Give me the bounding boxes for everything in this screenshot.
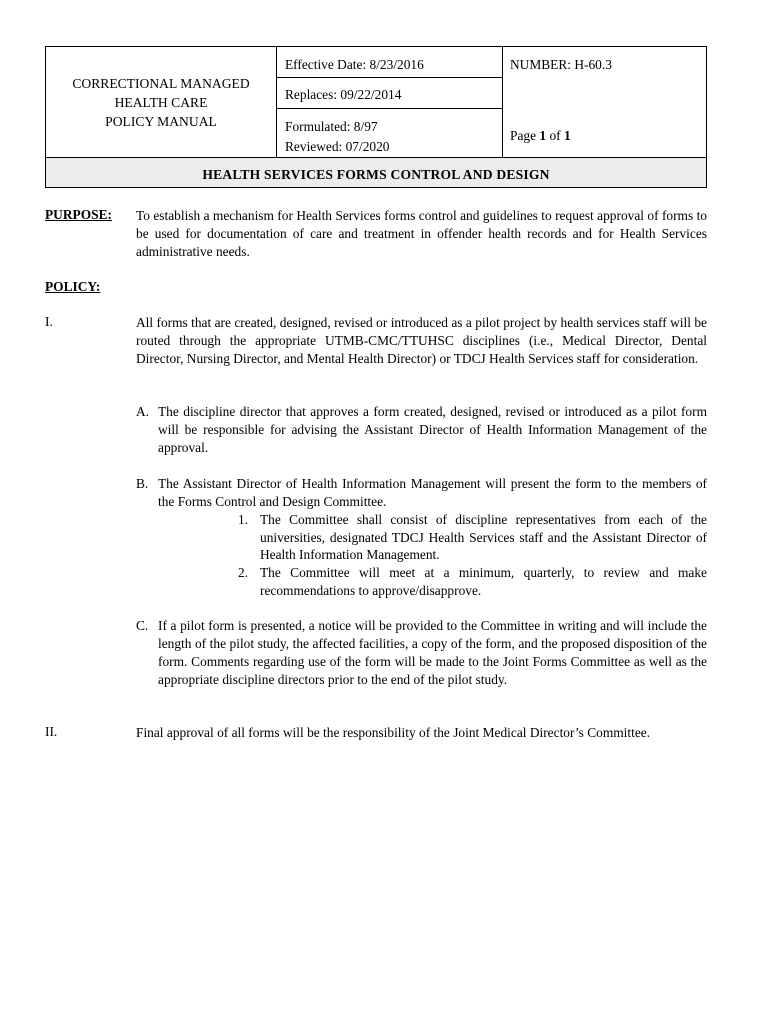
section-2-numeral: II. (45, 724, 58, 739)
item-b-text: The Assistant Director of Health Information Management will present the form to the members of the Forms Control and Design Committee. (158, 476, 707, 509)
org-line-1: CORRECTIONAL MANAGED (72, 76, 250, 91)
item-a-text: The discipline director that approves a form created, designed, revised or introduced as a pilot form will be responsible for advising the Assistant Director of Health Information Management of the approval. (158, 404, 707, 455)
page-total: 1 (563, 128, 571, 143)
org-line-2: HEALTH CARE (114, 95, 208, 110)
item-b-1 (238, 511, 707, 564)
policy-number: NUMBER: H-60.3 (510, 57, 612, 72)
item-b-2 (238, 564, 707, 599)
section-1-numeral: I. (45, 314, 53, 329)
item-c-text: If a pilot form is presented, a notice will be provided to the Committee in writing and will include the length of the pilot study, the affected facilities, a copy of the form, and the proposed disposition of the form. Comments regarding use of the form will be made to the Joint Forms Committee as well as the appropriate discipline directors prior to the end of the pilot study. (158, 618, 707, 687)
organization-cell (46, 47, 277, 157)
item-b-2-marker: 2. (238, 565, 249, 580)
policy-title: HEALTH SERVICES FORMS CONTROL AND DESIGN (46, 157, 706, 187)
item-b-2-text: The Committee will meet at a minimum, quarterly, to review and make recommendations to approve/disapprove. (260, 565, 707, 598)
reviewed-date: Reviewed: 07/2020 (285, 139, 390, 154)
org-line-3: POLICY MANUAL (105, 114, 217, 129)
page-indicator (510, 128, 571, 144)
replaces-date: Replaces: 09/22/2014 (277, 78, 502, 109)
formulated-reviewed (277, 109, 502, 157)
section-1-text: All forms that are created, designed, revised or introduced as a pilot project by health services staff will be routed through the appropriate UTMB-CMC/TTUHSC disciplines (i.e., Medical Director, Dental Director, Nursing Director, and Mental Health Director) or TDCJ Health Services staff for consideration. (136, 315, 707, 366)
effective-date: Effective Date: 8/23/2016 (277, 47, 502, 78)
section-2-text: Final approval of all forms will be the responsibility of the Joint Medical Director’s Committee. (136, 725, 651, 740)
purpose-text: To establish a mechanism for Health Services forms control and guidelines to request approval of forms to be used for documentation of care and treatment in offender health records and for Health Services administrative needs. (136, 208, 707, 259)
dates-cell (277, 47, 503, 157)
item-b-1-marker: 1. (238, 512, 249, 527)
item-b (136, 475, 707, 511)
item-b-marker: B. (136, 476, 149, 491)
number-cell (503, 47, 706, 157)
item-a (136, 403, 707, 457)
page-of: of (546, 128, 564, 143)
page-prefix: Page (510, 128, 540, 143)
item-b-1-text: The Committee shall consist of discipline representatives from each of the universities, designated TDCJ Health Services staff and the Assistant Director of Health Information Management. (260, 512, 707, 562)
policy-label: POLICY: (45, 279, 101, 294)
item-c-marker: C. (136, 618, 149, 633)
item-a-marker: A. (136, 404, 150, 419)
item-c (136, 617, 707, 689)
policy-header-table (45, 46, 707, 188)
purpose-label: PURPOSE: (45, 207, 112, 222)
page-current: 1 (539, 128, 547, 143)
formulated-date: Formulated: 8/97 (285, 119, 378, 134)
